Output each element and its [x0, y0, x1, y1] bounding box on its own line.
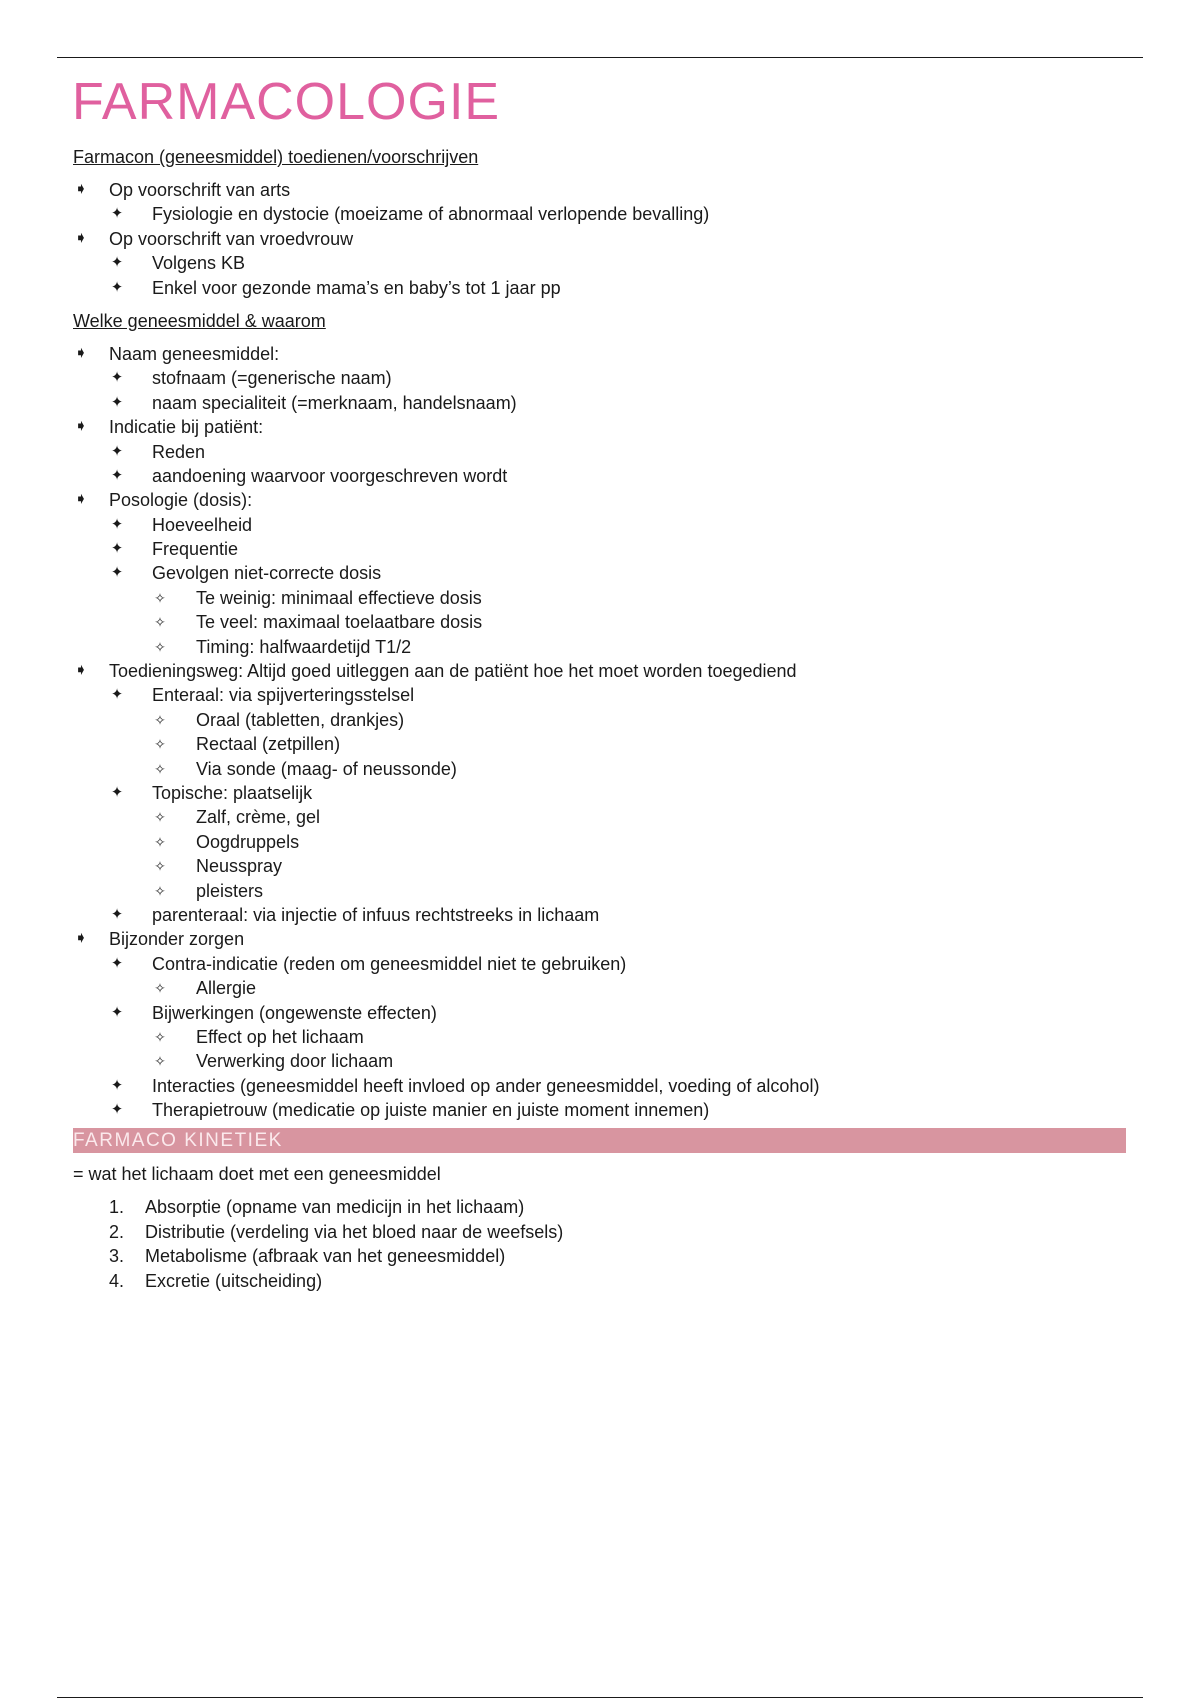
list-item-text: stofnaam (=generische naam): [152, 368, 392, 389]
star-bullet-icon: ✦: [110, 1076, 124, 1094]
star-bullet-icon: ✦: [110, 954, 124, 972]
list-item-text: Enteraal: via spijverteringsstelsel: [152, 685, 415, 706]
outline-star-bullet-icon: ✧: [154, 736, 166, 753]
list-item-text: Op voorschrift van vroedvrouw: [109, 228, 354, 249]
numbered-item-marker: 4.: [109, 1270, 125, 1291]
list-item: [73, 537, 1133, 561]
list-item-text: Allergie: [196, 978, 257, 999]
list-item: [73, 732, 1133, 756]
list-item: [73, 781, 1133, 805]
document-body: [73, 144, 1133, 1293]
list-item-text: Via sonde (maag- of neussonde): [196, 758, 457, 779]
outline-star-bullet-icon: ✧: [154, 809, 166, 826]
star-bullet-icon: ✦: [110, 205, 124, 223]
star-bullet-icon: ✦: [110, 466, 124, 484]
list-item: [73, 1049, 1133, 1073]
list-item: [73, 635, 1133, 659]
numbered-item-text: Distributie (verdeling via het bloed naar de weefsels): [145, 1221, 564, 1242]
star-bullet-icon: ✦: [110, 686, 124, 704]
list-item: [73, 366, 1133, 390]
list-item-text: Naam geneesmiddel:: [109, 343, 280, 364]
list-item-text: pleisters: [196, 880, 264, 901]
kinetiek-definition: = wat het lichaam doet met een geneesmiddel: [73, 1164, 441, 1185]
list-item: [73, 952, 1133, 976]
list-item-text: Verwerking door lichaam: [196, 1051, 394, 1072]
numbered-item: [73, 1269, 1133, 1293]
list-item: [73, 513, 1133, 537]
outline-star-bullet-icon: ✧: [154, 1053, 166, 1070]
list-item-text: Contra-indicatie (reden om geneesmiddel niet te gebruiken): [152, 953, 627, 974]
star-bullet-icon: ✦: [110, 442, 124, 460]
list-item-text: aandoening waarvoor voorgeschreven wordt: [152, 465, 508, 486]
list-item: [73, 1025, 1133, 1049]
list-item: [73, 561, 1133, 585]
outline-star-bullet-icon: ✧: [154, 833, 166, 850]
page-title: FARMACOLOGIE: [72, 73, 501, 131]
outline-star-bullet-icon: ✧: [154, 614, 166, 631]
list-item-text: Rectaal (zetpillen): [196, 734, 341, 755]
list-item: [73, 1074, 1133, 1098]
outline-star-bullet-icon: ✧: [154, 589, 166, 606]
star-bullet-icon: ✦: [110, 393, 124, 411]
numbered-item: [73, 1220, 1133, 1244]
list-item: [73, 415, 1133, 439]
star-bullet-icon: ✦: [110, 369, 124, 387]
kinetiek-numbered-list: [73, 1195, 1133, 1293]
list-item: [73, 1001, 1133, 1025]
arrow-bullet-icon: ➧: [74, 344, 88, 362]
list-item: [73, 342, 1133, 366]
list-item: [73, 178, 1133, 202]
star-bullet-icon: ✦: [110, 564, 124, 582]
list-item: [73, 227, 1133, 251]
list-item-text: Volgens KB: [152, 253, 246, 274]
star-bullet-icon: ✦: [110, 783, 124, 801]
bottom-rule: [57, 1697, 1143, 1698]
list-item: [73, 659, 1133, 683]
arrow-bullet-icon: ➧: [74, 930, 88, 948]
list-item: [73, 854, 1133, 878]
list-item-text: Fysiologie en dystocie (moeizame of abnormaal verlopende bevalling): [152, 204, 710, 225]
list-item-text: Enkel voor gezonde mama’s en baby’s tot 1 jaar pp: [152, 277, 561, 298]
list-item: [73, 610, 1133, 634]
numbered-item-text: Metabolisme (afbraak van het geneesmiddel): [145, 1246, 506, 1267]
outline-star-bullet-icon: ✧: [154, 858, 166, 875]
list-item: [73, 440, 1133, 464]
list-item-text: Frequentie: [152, 539, 239, 560]
list-item-text: Effect op het lichaam: [196, 1026, 364, 1047]
numbered-item: [73, 1195, 1133, 1219]
section-band-farmaco-kinetiek: FARMACO KINETIEK: [73, 1128, 1126, 1153]
numbered-item-text: Absorptie (opname van medicijn in het lichaam): [145, 1197, 525, 1218]
arrow-bullet-icon: ➧: [74, 491, 88, 509]
outline-star-bullet-icon: ✧: [154, 638, 166, 655]
list-item-text: Te weinig: minimaal effectieve dosis: [196, 587, 482, 608]
star-bullet-icon: ✦: [110, 1101, 124, 1119]
list-item-text: Hoeveelheid: [152, 514, 253, 535]
list-item-text: Bijwerkingen (ongewenste effecten): [152, 1002, 437, 1023]
farmacon-list: [73, 178, 1133, 300]
list-item-text: Oraal (tabletten, drankjes): [196, 709, 405, 730]
list-item: [73, 1098, 1133, 1122]
list-item-text: Posologie (dosis):: [109, 490, 253, 511]
numbered-item-marker: 3.: [109, 1246, 125, 1267]
list-item: [73, 276, 1133, 300]
list-item-text: Zalf, crème, gel: [196, 807, 321, 828]
list-item: [73, 927, 1133, 951]
star-bullet-icon: ✦: [110, 278, 124, 296]
numbered-item-marker: 2.: [109, 1221, 125, 1242]
list-item: [73, 464, 1133, 488]
star-bullet-icon: ✦: [110, 1003, 124, 1021]
outline-star-bullet-icon: ✧: [154, 980, 166, 997]
outline-star-bullet-icon: ✧: [154, 1028, 166, 1045]
outline-star-bullet-icon: ✧: [154, 882, 166, 899]
star-bullet-icon: ✦: [110, 254, 124, 272]
arrow-bullet-icon: ➧: [74, 662, 88, 680]
list-item-text: Topische: plaatselijk: [152, 782, 313, 803]
list-item-text: Indicatie bij patiënt:: [109, 417, 264, 438]
star-bullet-icon: ✦: [110, 540, 124, 558]
list-item: [73, 586, 1133, 610]
numbered-item-marker: 1.: [109, 1197, 125, 1218]
numbered-item-text: Excretie (uitscheiding): [145, 1270, 323, 1291]
list-item-text: Therapietrouw (medicatie op juiste manier en juiste moment innemen): [152, 1100, 710, 1121]
arrow-bullet-icon: ➧: [74, 181, 88, 198]
list-item-text: Timing: halfwaardetijd T1/2: [196, 636, 412, 657]
outline-star-bullet-icon: ✧: [154, 760, 166, 777]
list-item-text: Oogdruppels: [196, 831, 300, 852]
list-item: [73, 830, 1133, 854]
list-item: [73, 391, 1133, 415]
list-item: [73, 805, 1133, 829]
list-item: [73, 251, 1133, 275]
list-item: [73, 903, 1133, 927]
list-item-text: Op voorschrift van arts: [109, 180, 291, 200]
list-item: [73, 757, 1133, 781]
list-item: [73, 683, 1133, 707]
arrow-bullet-icon: ➧: [74, 229, 88, 247]
geneesmiddel-list: [73, 342, 1133, 1123]
numbered-item: [73, 1244, 1133, 1268]
list-item-text: Reden: [152, 441, 206, 462]
list-item: [73, 708, 1133, 732]
list-item-text: Gevolgen niet-correcte dosis: [152, 563, 382, 584]
section-heading-welke-geneesmiddel: Welke geneesmiddel & waarom: [73, 310, 326, 331]
list-item-text: naam specialiteit (=merknaam, handelsnaam): [152, 392, 517, 413]
list-item-text: parenteraal: via injectie of infuus rechtstreeks in lichaam: [152, 904, 600, 925]
list-item-text: Te veel: maximaal toelaatbare dosis: [196, 612, 483, 633]
list-item-text: Bijzonder zorgen: [109, 929, 245, 950]
list-item: [73, 202, 1133, 226]
top-rule: [57, 57, 1143, 58]
star-bullet-icon: ✦: [110, 515, 124, 533]
list-item: [73, 488, 1133, 512]
outline-star-bullet-icon: ✧: [154, 711, 166, 728]
list-item-text: Neusspray: [196, 856, 283, 877]
list-item: [73, 879, 1133, 903]
list-item: [73, 976, 1133, 1000]
arrow-bullet-icon: ➧: [74, 418, 88, 436]
section-heading-farmacon: Farmacon (geneesmiddel) toedienen/voorschrijven: [73, 147, 479, 167]
star-bullet-icon: ✦: [110, 905, 124, 923]
list-item-text: Toedieningsweg: Altijd goed uitleggen aan de patiënt hoe het moet worden toegediend: [109, 661, 797, 682]
list-item-text: Interacties (geneesmiddel heeft invloed op ander geneesmiddel, voeding of alcohol): [152, 1075, 820, 1096]
